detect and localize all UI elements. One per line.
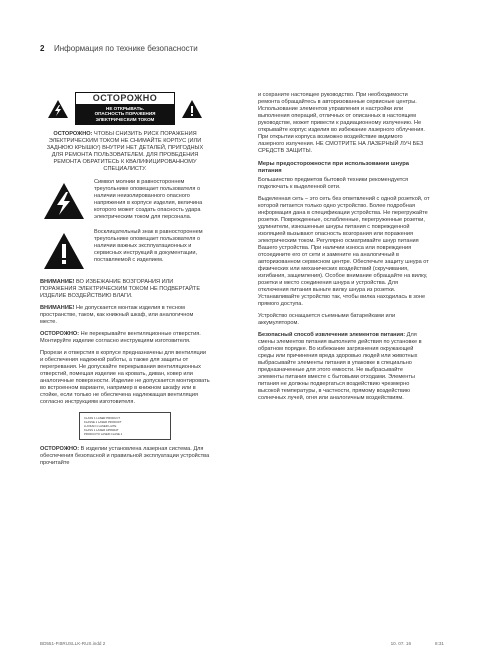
battery-removal-text: Для смены элементов питания выполните действия по установке в обратном порядке. Во избежание загрязнения окружающей среды или причинения вреда здоровью людей или животных выбрасывайте элементы питания в упаковке в специально предназначенные для этого емкости. Не выбрасывайте элементы питания вместе с бытовыми отходами. Элементы питания не должны подвергаться воздействию чрезмерно высокой температуры, в частности, прямому воздействию солнечных лучей, огня или аналогичным воздействиям. [258,332,422,401]
exclamation-explanation [40,229,210,273]
attention-moisture [40,279,210,300]
attention-mounting [40,305,210,326]
exclamation-explanation-text: Восклицательный знак в равностороннем треугольнике оповещает пользователя о наличии важных эксплуатационных и сервисных инструкций в документации, поставляемой с изделием. [94,229,203,264]
caution-ventilation-text: Не перекрывайте вентиляционные отверстия. Монтируйте изделие согласно инструкциям изготовителя. [40,331,201,345]
exclamation-icon [181,99,203,119]
laser-class-label: CLASS 1 LASER PRODUCT KLASSE 1 LASER PRODUKT LUOKAN 1 LASER LAITE KLASS 1 LASER APPARAT PRODUCTO LASER CLASE 1 [79,412,171,440]
battery-paragraph: Устройство оснащается съемными батарейками или аккумулятором. [258,313,396,326]
footer-date: 10. 07. 16 [390,641,412,646]
exclamation-large-icon [40,229,88,273]
power-cord-heading: Меры предосторожности при использовании шнура питания [258,161,410,174]
footer-time: 8:31 [435,641,444,646]
caution-laser-text: В изделии установлена лазерная система. Для обеспечения безопасной и правильной эксплуатации устройства прочитайте [40,446,210,467]
left-column [40,92,210,472]
caution-label: ОСТОРОЖНО: [53,131,93,138]
attention-moisture-text: ВО ИЗБЕЖАНИЕ ВОЗГОРАНИЯ ИЛИ ПОРАЖЕНИЯ ЭЛЕКТРИЧЕСКИМ ТОКОМ НЕ ПОДВЕРГАЙТЕ ИЗДЕЛИЕ ВОЗДЕЙСТВИЮ ВЛАГИ. [40,279,201,300]
attention-label: ВНИМАНИЕ! [40,305,75,312]
warning-title: ОСТОРОЖНО [92,93,158,103]
attention-mounting-text: Не допускается монтаж изделия в тесном пространстве, таком, как книжный шкаф, или аналогичном месте. [40,305,194,326]
page-number: 2 [40,43,45,53]
battery-removal-heading: Безопасный способ извлечения элементов питания: [258,332,406,338]
right-column [258,92,430,407]
page-header [40,40,460,56]
page-title: Информация по технике безопасности [54,43,198,53]
power-cord-paragraph-1: Большинство предметов бытовой техники рекомендуется подключать к выделенной сети. [258,177,409,190]
battery-removal-paragraph [258,332,430,402]
warning-box [40,92,210,125]
bolt-explanation [40,179,210,223]
lightning-bolt-large-icon [40,179,88,223]
laser-paragraph: и сохраните настоящее руководство. При необходимости ремонта обращайтесь в авторизованные сервисные центры. Использование элементов управления и настройки или выполнения операций, отличных от описанных в настоящем руководстве, может привести к радиационному излучению. Не открывайте корпус изделия во избежание лазерного облучения. При открытии корпуса возможно воздействие видимого лазерного излучения. НЕ СМОТРИТЕ НА ЛАЗЕРНЫЙ ЛУЧ БЕЗ СРЕДСТВ ЗАЩИТЫ. [258,92,425,154]
warning-label [75,92,175,125]
caution-paragraph [46,131,204,173]
print-footer [40,641,444,646]
caution-label: ОСТОРОЖНО: [40,331,80,338]
bolt-explanation-text: Символ молнии в равностороннем треугольнике оповещает пользователя о наличии неизолированного опасного напряжения в корпусе изделия, величина которого может создать опасность удара электрическим током для персонала. [94,179,203,221]
caution-label: ОСТОРОЖНО: [40,446,80,453]
power-cord-paragraph-2: Выделенная сеть – это сеть без ответвлений с одной розеткой, от которой питается только одно устройство. Более подробная информация дана в спецификации устройства. Не перегружайте розетки. Поврежденные, ослабленные, перегруженные розетки, удлинители, изношенные шнуры питания с поврежденной изоляцией вызывают опасность возгорания или поражения электрическим током. Регулярно осматривайте шнур питания Вашего устройства. При наличии износа или повреждения отсоедините его от сети и замените на аналогичный в авторизованном сервисном центре. Обеспечьте защиту шнура от физических или механических воздействий (скручивания, изгибания, защемления). Особое внимание обращайте на вилку, розетки и место соединения шнура и устройства. Для отключения питания выньте вилку шнура из розетки. Устанавливайте устройство так, чтобы вилка находилась в зоне прямого доступа. [258,196,430,307]
warning-subtitle: НЕ ОТКРЫВАТЬ. ОПАСНОСТЬ ПОРАЖЕНИЯ ЭЛЕКТРИЧЕСКИМ ТОКОМ [76,104,174,124]
ventilation-paragraph: Прорези и отверстия в корпусе предназначены для вентиляции и обеспечения надежной работы, а также для защиты от перегревания. Не допускайте перекрывания вентиляционных отверстий, помещая изделие на кровать, диван, ковер или аналогичные поверхности. Изделие не допускается монтировать во встроенном варианте, например в книжном шкафу или в стойке, если только не обеспечена надлежащая вентиляция согласно инструкциям изготовителя. [40,350,210,406]
footer-file: BD551-P.BRUSLLK-RUS.indd 2 [40,641,106,646]
lightning-bolt-icon [47,99,69,119]
caution-text: ЧТОБЫ СНИЗИТЬ РИСК ПОРАЖЕНИЯ ЭЛЕКТРИЧЕСКИМ ТОКОМ НЕ СНИМАЙТЕ КОРПУС (ИЛИ ЗАДНЮЮ КРЫШКУ) ВНУТРИ НЕТ ДЕТАЛЕЙ, ПРИГОДНЫХ ДЛЯ РЕМОНТА ПОЛЬЗОВАТЕЛЕМ. ДЛЯ ПРОВЕДЕНИЯ РЕМОНТА ОБРАТИТЕСЬ К КВАЛИФИЦИРОВАННОМУ СПЕЦИАЛИСТУ. [46,131,204,173]
attention-label: ВНИМАНИЕ! [40,279,75,286]
caution-ventilation [40,331,210,345]
caution-laser [40,446,210,467]
